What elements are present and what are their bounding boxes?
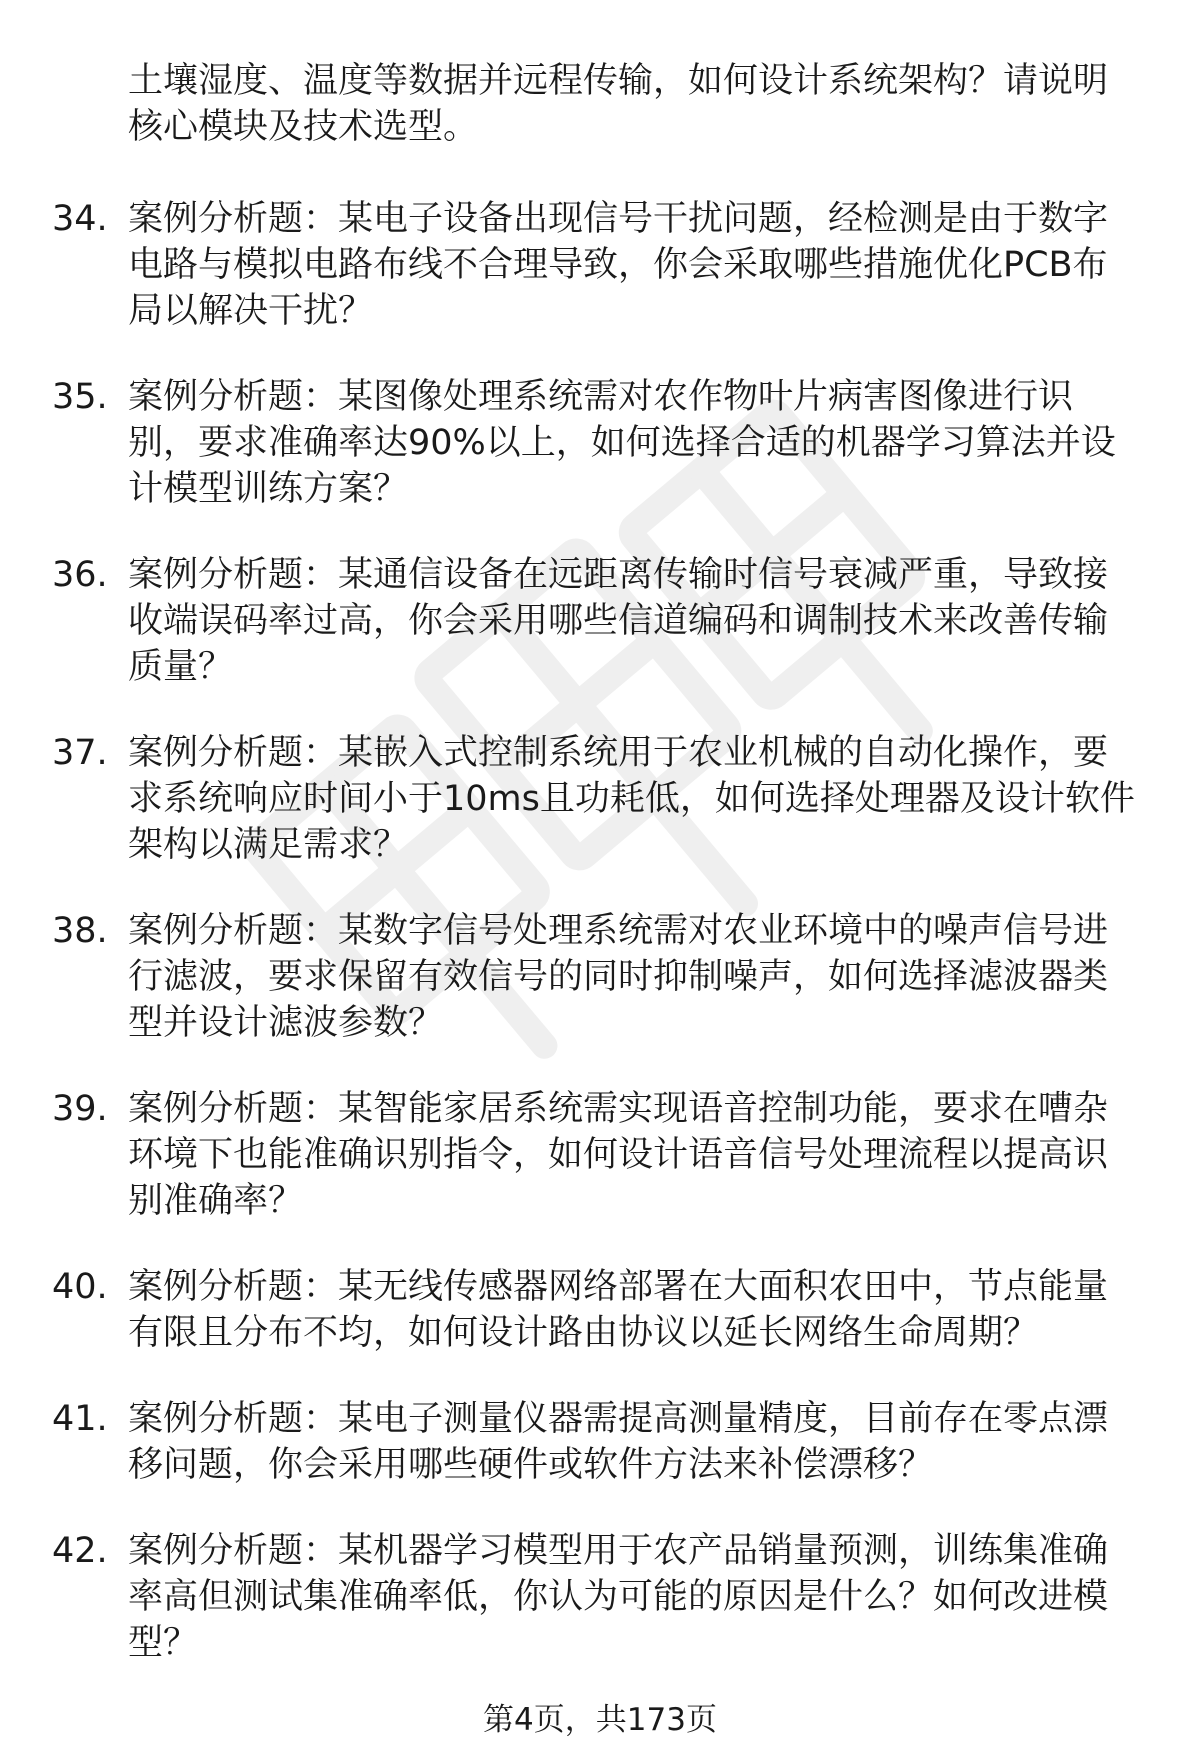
question-item (0, 374, 1138, 512)
question-item (0, 552, 1138, 690)
question-item (0, 1528, 1138, 1666)
question-item (0, 908, 1138, 1046)
question-number: 37. (52, 733, 108, 773)
question-list (0, 196, 1200, 1706)
question-33-continuation: 土壤湿度、温度等数据并远程传输，如何设计系统架构？请说明核心模块及技术选型。 (128, 61, 1109, 147)
question-text: 案例分析题：某通信设备在远距离传输时信号衰减严重，导致接收端误码率过高，你会采用哪些信道编码和调制技术来改善传输质量？ (128, 555, 1109, 687)
question-number: 35. (52, 377, 108, 417)
question-number: 39. (52, 1089, 108, 1129)
question-number: 41. (52, 1399, 108, 1439)
question-text: 案例分析题：某无线传感器网络部署在大面积农田中，节点能量有限且分布不均，如何设计路由协议以延长网络生命周期？ (128, 1267, 1109, 1353)
question-number: 38. (52, 911, 108, 951)
question-item (0, 730, 1138, 868)
question-text: 案例分析题：某电子设备出现信号干扰问题，经检测是由于数字电路与模拟电路布线不合理导致，你会采取哪些措施优化PCB布局以解决干扰？ (128, 199, 1109, 331)
question-text: 案例分析题：某图像处理系统需对农作物叶片病害图像进行识别，要求准确率达90%以上，如何选择合适的机器学习算法并设计模型训练方案？ (128, 377, 1116, 509)
question-number: 40. (52, 1267, 108, 1307)
question-text: 案例分析题：某智能家居系统需实现语音控制功能，要求在嘈杂环境下也能准确识别指令，如何设计语音信号处理流程以提高识别准确率？ (128, 1089, 1109, 1221)
question-item (0, 1396, 1138, 1488)
question-text: 案例分析题：某机器学习模型用于农产品销量预测，训练集准确率高但测试集准确率低，你认为可能的原因是什么？如何改进模型？ (128, 1531, 1109, 1663)
question-item (0, 1264, 1138, 1356)
question-text: 案例分析题：某嵌入式控制系统用于农业机械的自动化操作，要求系统响应时间小于10ms且功耗低，如何选择处理器及设计软件架构以满足需求？ (128, 733, 1135, 865)
question-number: 42. (52, 1531, 108, 1571)
question-item (0, 1086, 1138, 1224)
page-footer: 第4页，共173页 (483, 1702, 717, 1738)
question-number: 36. (52, 555, 108, 595)
question-text: 案例分析题：某电子测量仪器需提高测量精度，目前存在零点漂移问题，你会采用哪些硬件或软件方法来补偿漂移？ (128, 1399, 1109, 1485)
question-text: 案例分析题：某数字信号处理系统需对农业环境中的噪声信号进行滤波，要求保留有效信号的同时抑制噪声，如何选择滤波器类型并设计滤波参数？ (128, 911, 1109, 1043)
question-item (0, 196, 1138, 334)
question-number: 34. (52, 199, 108, 239)
